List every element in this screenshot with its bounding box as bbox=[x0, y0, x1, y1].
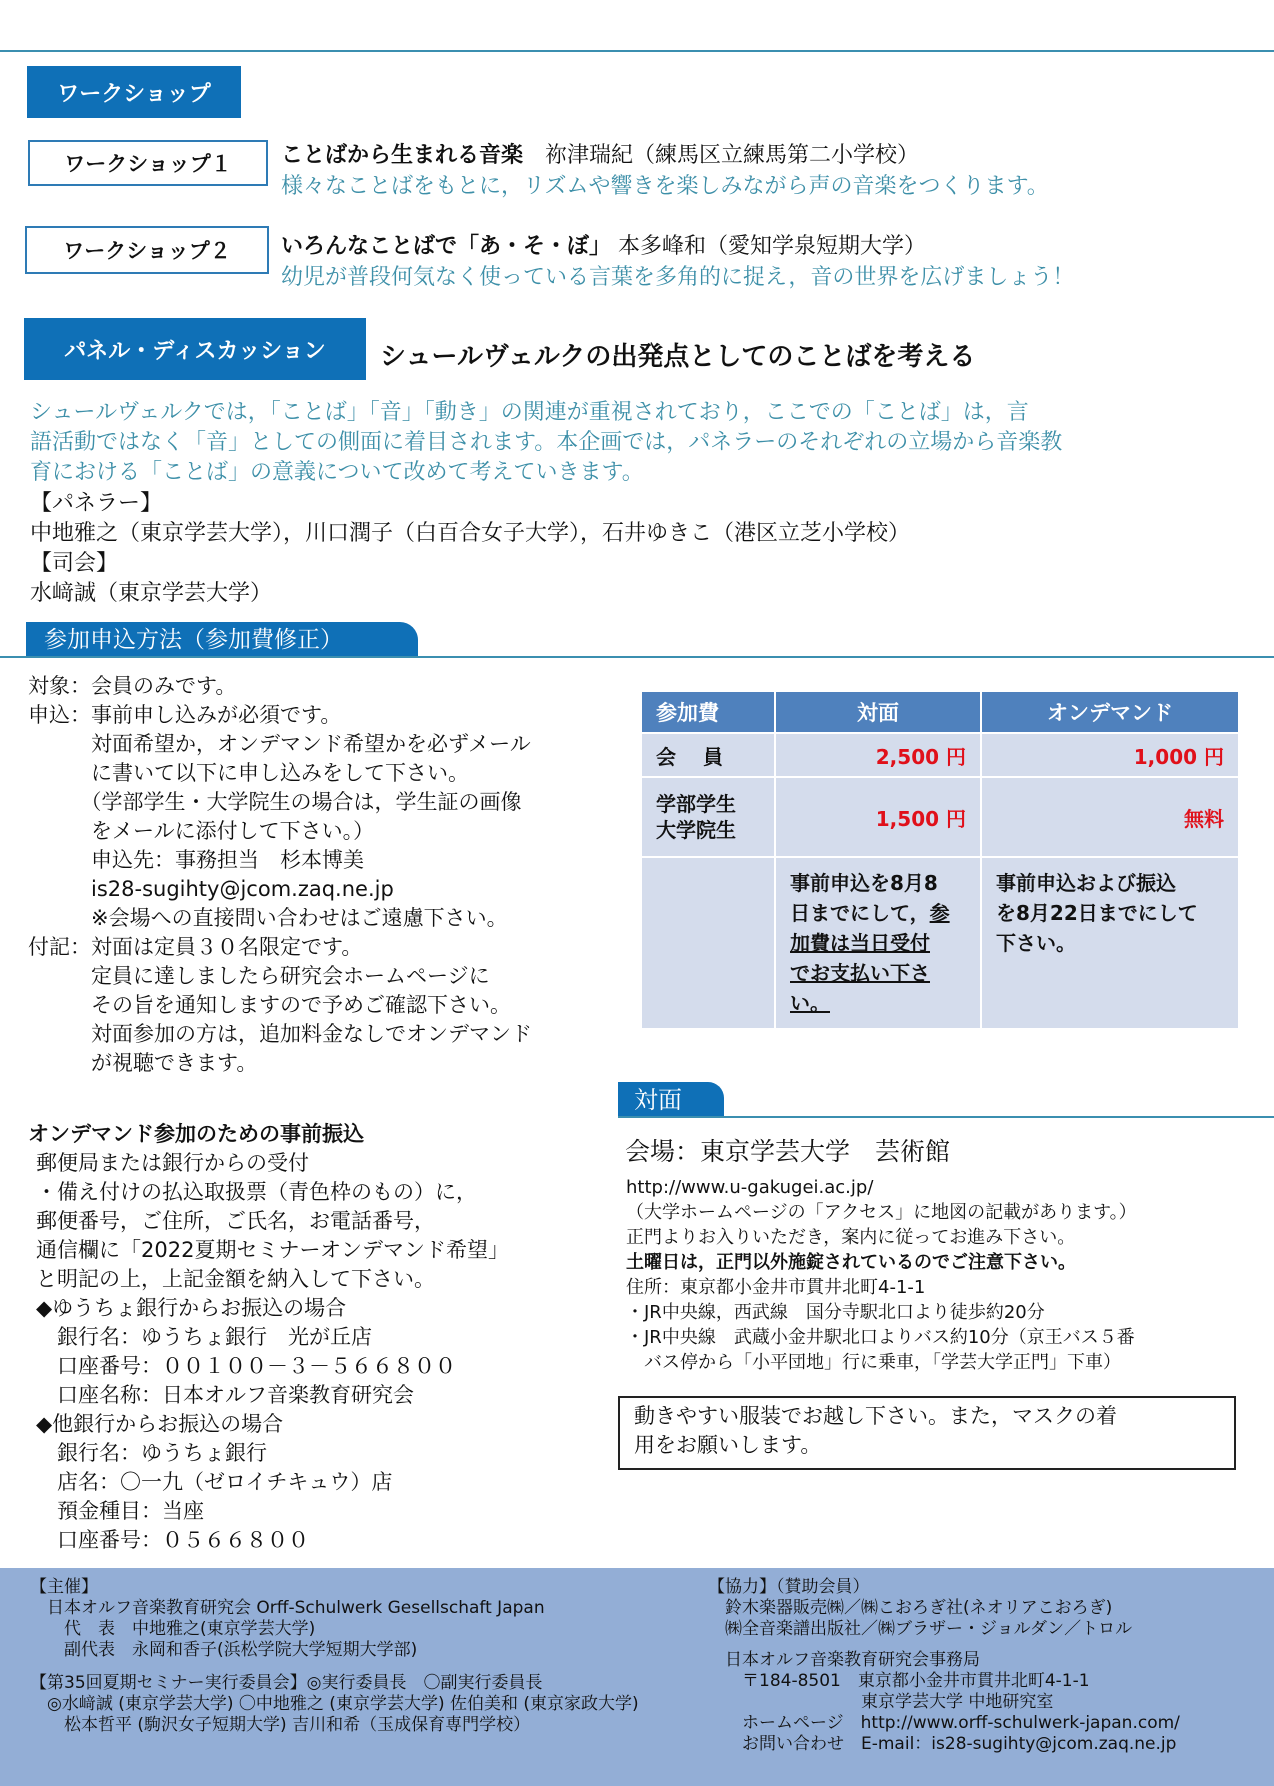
fee-row-student bbox=[642, 778, 1238, 856]
fee-student-label bbox=[642, 778, 774, 856]
notice-line: 用をお願いします。 bbox=[634, 1433, 822, 1457]
panelists: 中地雅之（東京学芸大学），川口潤子（白百合女子大学），石井ゆきこ（港区立芝小学校） bbox=[30, 521, 911, 546]
top-rule bbox=[0, 50, 1274, 52]
workshop-2-title: いろんなことばで「あ・そ・ぼ」 bbox=[281, 234, 612, 259]
apply-line: 申込先：事務担当 杉本博美 bbox=[28, 848, 364, 872]
fee-member-ondemand: 1,000 円 bbox=[1133, 744, 1224, 769]
fee-note-empty bbox=[642, 858, 774, 1028]
venue-url[interactable]: http://www.u-gakugei.ac.jp/ bbox=[626, 1177, 874, 1198]
venue-line: ・JR中央線 武蔵小金井駅北口よりバス約10分（京王バス５番 bbox=[626, 1327, 1135, 1348]
apply-line: に書いて以下に申し込みをして下さい。 bbox=[28, 761, 469, 785]
footer-line: ◎水﨑誠 (東京学芸大学) 〇中地雅之 (東京学芸大学) 佐伯美和 (東京家政大学) bbox=[30, 1694, 639, 1714]
fee-note-line: い。 bbox=[790, 991, 830, 1015]
transfer-account: 口座番号：０５６６８００ bbox=[36, 1528, 309, 1552]
footer-line: 【主催】 bbox=[30, 1577, 98, 1597]
apply-line: 定員に達しましたら研究会ホームページに bbox=[28, 964, 490, 988]
fee-header-cell: オンデマンド bbox=[1047, 701, 1173, 725]
footer-spacer bbox=[30, 1661, 639, 1673]
apply-line: をメールに添付して下さい。） bbox=[28, 819, 375, 843]
panel-title: シュールヴェルクの出発点としてのことばを考える bbox=[380, 342, 976, 372]
venue-line: 正門よりお入りいただき，案内に従ってお進み下さい。 bbox=[626, 1227, 1076, 1248]
footer-line: 鈴木楽器販売㈱／㈱こおろぎ社(ネオリアこおろぎ) bbox=[708, 1598, 1113, 1618]
panel-desc-line: シュールヴェルクでは，「ことば」「音」「動き」の関連が重視されており，ここでの「ことば」は，言 bbox=[30, 400, 1029, 425]
apply-line: （学部学生・大学院生の場合は，学生証の画像 bbox=[28, 790, 522, 814]
venue-warning: 土曜日は，正門以外施錠されているのでご注意下さい。 bbox=[626, 1252, 1076, 1273]
workshop-2-presenter: 本多峰和（愛知学泉短期大学） bbox=[611, 234, 927, 259]
footer-homepage[interactable]: ホームページ http://www.orff-schulwerk-japan.com/ bbox=[708, 1713, 1180, 1733]
fee-member-face: 2,500 円 bbox=[875, 744, 966, 769]
workshop-section-tag: ワークショップ bbox=[27, 66, 241, 118]
venue-line: バス停から「小平団地」行に乗車，「学芸大学正門」下車） bbox=[626, 1352, 1121, 1373]
transfer-line: と明記の上，上記金額を納入して下さい。 bbox=[36, 1267, 435, 1291]
workshop-1-heading bbox=[281, 141, 919, 171]
fee-note-line: でお支払い下さ bbox=[790, 961, 930, 985]
moderator-label: 【司会】 bbox=[30, 551, 119, 576]
workshop-2-tag: ワークショップ２ bbox=[25, 226, 269, 274]
transfer-line: ◆他銀行からお振込の場合 bbox=[36, 1412, 284, 1436]
workshop-1-title: ことばから生まれる音楽 bbox=[281, 143, 524, 168]
apply-header: 参加申込方法（参加費修正） bbox=[26, 622, 418, 658]
fee-student-ondemand: 無料 bbox=[1184, 806, 1224, 831]
fee-student-label-2: 大学院生 bbox=[656, 818, 736, 842]
fee-note-underlined: 参 bbox=[929, 901, 950, 925]
venue-address: 住所：東京都小金井市貫井北町4-1-1 bbox=[626, 1277, 926, 1298]
notice-line: 動きやすい服装でお越し下さい。また，マスクの着 bbox=[634, 1404, 1117, 1428]
fee-student-face: 1,500 円 bbox=[875, 806, 966, 831]
footer-contact[interactable]: お問い合わせ E-mail：is28-sugihty@jcom.zaq.ne.jp bbox=[708, 1734, 1177, 1754]
footer-line: 日本オルフ音楽教育研究会事務局 bbox=[708, 1650, 980, 1670]
venue-body bbox=[626, 1175, 1137, 1375]
apply-line: が視聴できます。 bbox=[28, 1051, 258, 1075]
footer-line: 松本哲平 (駒沢女子短期大学) 吉川和希（玉成保育専門学校） bbox=[30, 1715, 531, 1735]
workshop-1-tag: ワークショップ１ bbox=[28, 140, 268, 186]
apply-body bbox=[28, 672, 532, 1078]
transfer-line: 店名：〇一九（ゼロイチキュウ）店 bbox=[36, 1470, 393, 1494]
transfer-line: 銀行名：ゆうちょ銀行 bbox=[36, 1441, 267, 1465]
venue-header: 対面 bbox=[618, 1082, 724, 1118]
footer-line: 副代表 永岡和香子(浜松学院大学短期大学部) bbox=[30, 1640, 418, 1660]
footer-cooperation bbox=[708, 1577, 1180, 1755]
footer-line: 代 表 中地雅之(東京学芸大学) bbox=[30, 1619, 316, 1639]
fee-note-line: 事前申込を8月8 bbox=[790, 871, 938, 895]
footer-line: 東京学芸大学 中地研究室 bbox=[708, 1692, 1054, 1712]
apply-line: 対面参加の方は，追加料金なしでオンデマンド bbox=[28, 1022, 532, 1046]
transfer-account: 口座番号：００１００－３－５６６８００ bbox=[36, 1354, 456, 1378]
footer-line: 【第35回夏期セミナー実行委員会】◎実行委員長 〇副実行委員長 bbox=[30, 1673, 543, 1693]
panelists-label: 【パネラー】 bbox=[30, 491, 163, 516]
fee-note-line bbox=[790, 898, 966, 928]
apply-line: 対象：会員のみです。 bbox=[28, 674, 237, 698]
workshop-2-desc: 幼児が普段何気なく使っている言葉を多角的に捉え，音の世界を広げましょう！ bbox=[281, 265, 1075, 290]
fee-student-label-1: 学部学生 bbox=[656, 792, 736, 816]
transfer-title: オンデマンド参加のための事前振込 bbox=[28, 1122, 364, 1146]
apply-line: その旨を通知しますので予めご確認下さい。 bbox=[28, 993, 511, 1017]
fee-header-cell: 対面 bbox=[857, 701, 899, 725]
panel-people bbox=[30, 489, 910, 609]
transfer-body bbox=[36, 1149, 509, 1555]
fee-note-ondemand bbox=[982, 858, 1238, 1028]
fee-row-note bbox=[642, 858, 1238, 1028]
footer-line: 日本オルフ音楽教育研究会 Orff-Schulwerk Gesellschaft Japan bbox=[30, 1598, 545, 1618]
fee-note-line: 加費は当日受付 bbox=[790, 931, 930, 955]
panel-desc bbox=[30, 398, 1062, 488]
transfer-line: 郵便番号，ご住所，ご氏名，お電話番号， bbox=[36, 1209, 435, 1233]
fee-table-header bbox=[642, 692, 1238, 732]
apply-line: 付記：対面は定員３０名限定です。 bbox=[28, 935, 363, 959]
transfer-line: 口座名称：日本オルフ音楽教育研究会 bbox=[36, 1383, 414, 1407]
transfer-line: 通信欄に「2022夏期セミナーオンデマンド希望」 bbox=[36, 1238, 510, 1262]
apply-email: is28-sugihty@jcom.zaq.ne.jp bbox=[28, 877, 394, 901]
transfer-line: ◆ゆうちょ銀行からお振込の場合 bbox=[36, 1296, 347, 1320]
footer-organizers bbox=[30, 1577, 639, 1736]
apply-line: 対面希望か，オンデマンド希望かを必ずメール bbox=[28, 732, 531, 756]
apply-line: ※会場への直接問い合わせはご遠慮下さい。 bbox=[28, 906, 508, 930]
apply-rule bbox=[0, 656, 1274, 658]
workshop-1-presenter: 祢津瑞紀（練馬区立練馬第二小学校） bbox=[523, 143, 920, 168]
workshop-1-desc: 様々なことばをもとに，リズムや響きを楽しみながら声の音楽をつくります。 bbox=[281, 174, 1049, 199]
venue-title: 会場：東京学芸大学 芸術館 bbox=[625, 1137, 951, 1166]
apply-line: 申込：事前申し込みが必須です。 bbox=[28, 703, 342, 727]
fee-note-line: を8月22日までにして bbox=[996, 901, 1198, 925]
footer-line: 〒184-8501 東京都小金井市貫井北町4-1-1 bbox=[708, 1671, 1090, 1691]
footer-line: 【協力】（賛助会員） bbox=[708, 1577, 870, 1597]
fee-member-label: 会 員 bbox=[656, 744, 723, 769]
transfer-line: 銀行名：ゆうちょ銀行 光が丘店 bbox=[36, 1325, 372, 1349]
venue-line: （大学ホームページの「アクセス」に地図の記載があります。） bbox=[626, 1202, 1137, 1223]
fee-note-line: 下さい。 bbox=[996, 931, 1076, 955]
fee-note-text: 日までにして， bbox=[790, 901, 930, 925]
workshop-2-heading bbox=[281, 232, 926, 262]
transfer-line: 預金種目：当座 bbox=[36, 1499, 204, 1523]
fee-note-line: 事前申込および振込 bbox=[996, 871, 1176, 895]
venue-line: ・JR中央線，西武線 国分寺駅北口より徒歩約20分 bbox=[626, 1302, 1045, 1323]
notice-box bbox=[618, 1396, 1236, 1470]
moderator: 水﨑誠（東京学芸大学） bbox=[30, 581, 273, 606]
footer-spacer bbox=[708, 1640, 1180, 1650]
transfer-line: ・備え付けの払込取扱票（青色枠のもの）に， bbox=[36, 1180, 477, 1204]
footer-line: ㈱全音楽譜出版社／㈱ブラザー・ジョルダン／トロル bbox=[708, 1619, 1133, 1639]
panel-desc-line: 語活動ではなく「音」としての側面に着目されます。本企画では，パネラーのそれぞれの立場から音楽教 bbox=[30, 430, 1063, 455]
fee-note-face bbox=[776, 858, 980, 1028]
fee-header-cell: 参加費 bbox=[656, 701, 719, 725]
fee-row-member bbox=[642, 734, 1238, 776]
transfer-line: 郵便局または銀行からの受付 bbox=[36, 1151, 309, 1175]
panel-tag: パネル・ディスカッション bbox=[24, 318, 366, 380]
venue-rule bbox=[618, 1116, 1274, 1118]
panel-desc-line: 育における「ことば」の意義について改めて考えていきます。 bbox=[30, 460, 644, 485]
fee-table bbox=[640, 690, 1240, 1030]
